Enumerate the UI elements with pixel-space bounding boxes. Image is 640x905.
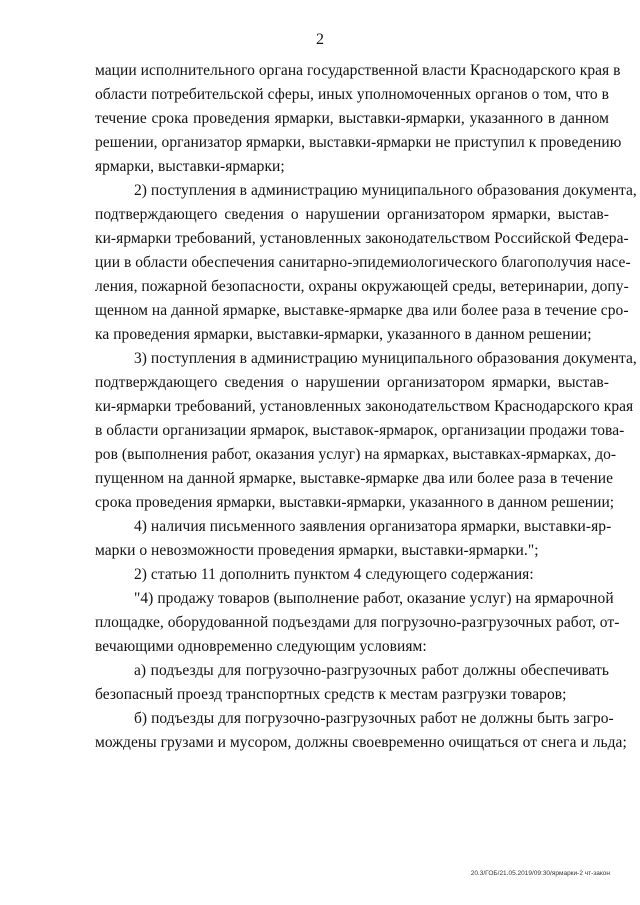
text-line: "4) продажу товаров (выполнение работ, оказание услуг) на ярмарочной bbox=[134, 590, 614, 607]
text-line: ка проведения ярмарки, выставки-ярмарки, указанного в данном решении; bbox=[95, 326, 592, 343]
paragraph bbox=[95, 347, 637, 515]
text-line: площадке, оборудованной подъездами для погрузочно-разгрузочных работ, от- bbox=[95, 614, 620, 631]
footer-document-code: 20.3/ГОБ/21.05.2019/09:30/ярмарки-2 чт-закон bbox=[470, 870, 610, 877]
text-line: подтверждающего сведения о нарушении организатором ярмарки, выстав- bbox=[95, 374, 609, 391]
paragraph bbox=[95, 587, 620, 659]
paragraph bbox=[95, 59, 622, 179]
text-line: б) подъезды для погрузочно-разгрузочных работ не должны быть загро- bbox=[134, 710, 614, 727]
document-body bbox=[95, 59, 637, 755]
text-line: 2) статью 11 дополнить пунктом 4 следующего содержания: bbox=[134, 566, 534, 583]
text-line: течение срока проведения ярмарки, выставки-ярмарки, указанного в данном bbox=[95, 110, 609, 127]
text-line: области потребительской сферы, иных уполномоченных органов о том, что в bbox=[95, 86, 609, 103]
text-line: а) подъезды для погрузочно-разгрузочных работ должны обеспечивать bbox=[134, 662, 609, 679]
text-line: срока проведения ярмарки, выставки-ярмарки, указанного в данном решении; bbox=[95, 494, 615, 511]
page-number: 2 bbox=[316, 31, 324, 48]
text-line: пущенном на данной ярмарке, выставке-ярмарке два или более раза в течение bbox=[95, 470, 614, 487]
text-line: мации исполнительного органа государственной власти Краснодарского края в bbox=[95, 62, 621, 79]
paragraph bbox=[95, 659, 609, 707]
text-line: мождены грузами и мусором, должны своевременно очищаться от снега и льда; bbox=[95, 734, 627, 751]
paragraph bbox=[95, 179, 637, 347]
paragraph bbox=[95, 563, 609, 587]
text-line: ки-ярмарки требований, установленных законодательством Краснодарского края bbox=[95, 398, 634, 415]
text-line: ления, пожарной безопасности, охраны окружающей среды, ветеринарии, допу- bbox=[95, 278, 629, 295]
text-line: подтверждающего сведения о нарушении организатором ярмарки, выстав- bbox=[95, 206, 609, 223]
text-line: 3) поступления в администрацию муниципального образования документа, bbox=[134, 350, 637, 367]
text-line: 4) наличия письменного заявления организатора ярмарки, выставки-яр- bbox=[134, 518, 612, 535]
text-line: марки о невозможности проведения ярмарки, выставки-ярмарки."; bbox=[95, 542, 539, 559]
text-line: щенном на данной ярмарке, выставке-ярмарке два или более раза в течение сро- bbox=[95, 302, 629, 319]
text-line: ции в области обеспечения санитарно-эпидемиологического благополучия насе- bbox=[95, 254, 631, 271]
text-line: решении, организатор ярмарки, выставки-ярмарки не приступил к проведению bbox=[95, 134, 622, 151]
text-line: 2) поступления в администрацию муниципального образования документа, bbox=[134, 182, 637, 199]
paragraph bbox=[95, 515, 612, 563]
paragraph bbox=[95, 707, 627, 755]
text-line: ки-ярмарки требований, установленных законодательством Российской Федера- bbox=[95, 230, 629, 247]
text-line: ров (выполнения работ, оказания услуг) на ярмарках, выставках-ярмарках, до- bbox=[95, 446, 617, 463]
text-line: безопасный проезд транспортных средств к местам разгрузки товаров; bbox=[95, 686, 567, 703]
text-line: в области организации ярмарок, выставок-ярмарок, организации продажи това- bbox=[95, 422, 625, 439]
text-line: ярмарки, выставки-ярмарки; bbox=[95, 158, 285, 175]
text-line: вечающими одновременно следующим условиям: bbox=[95, 638, 427, 655]
